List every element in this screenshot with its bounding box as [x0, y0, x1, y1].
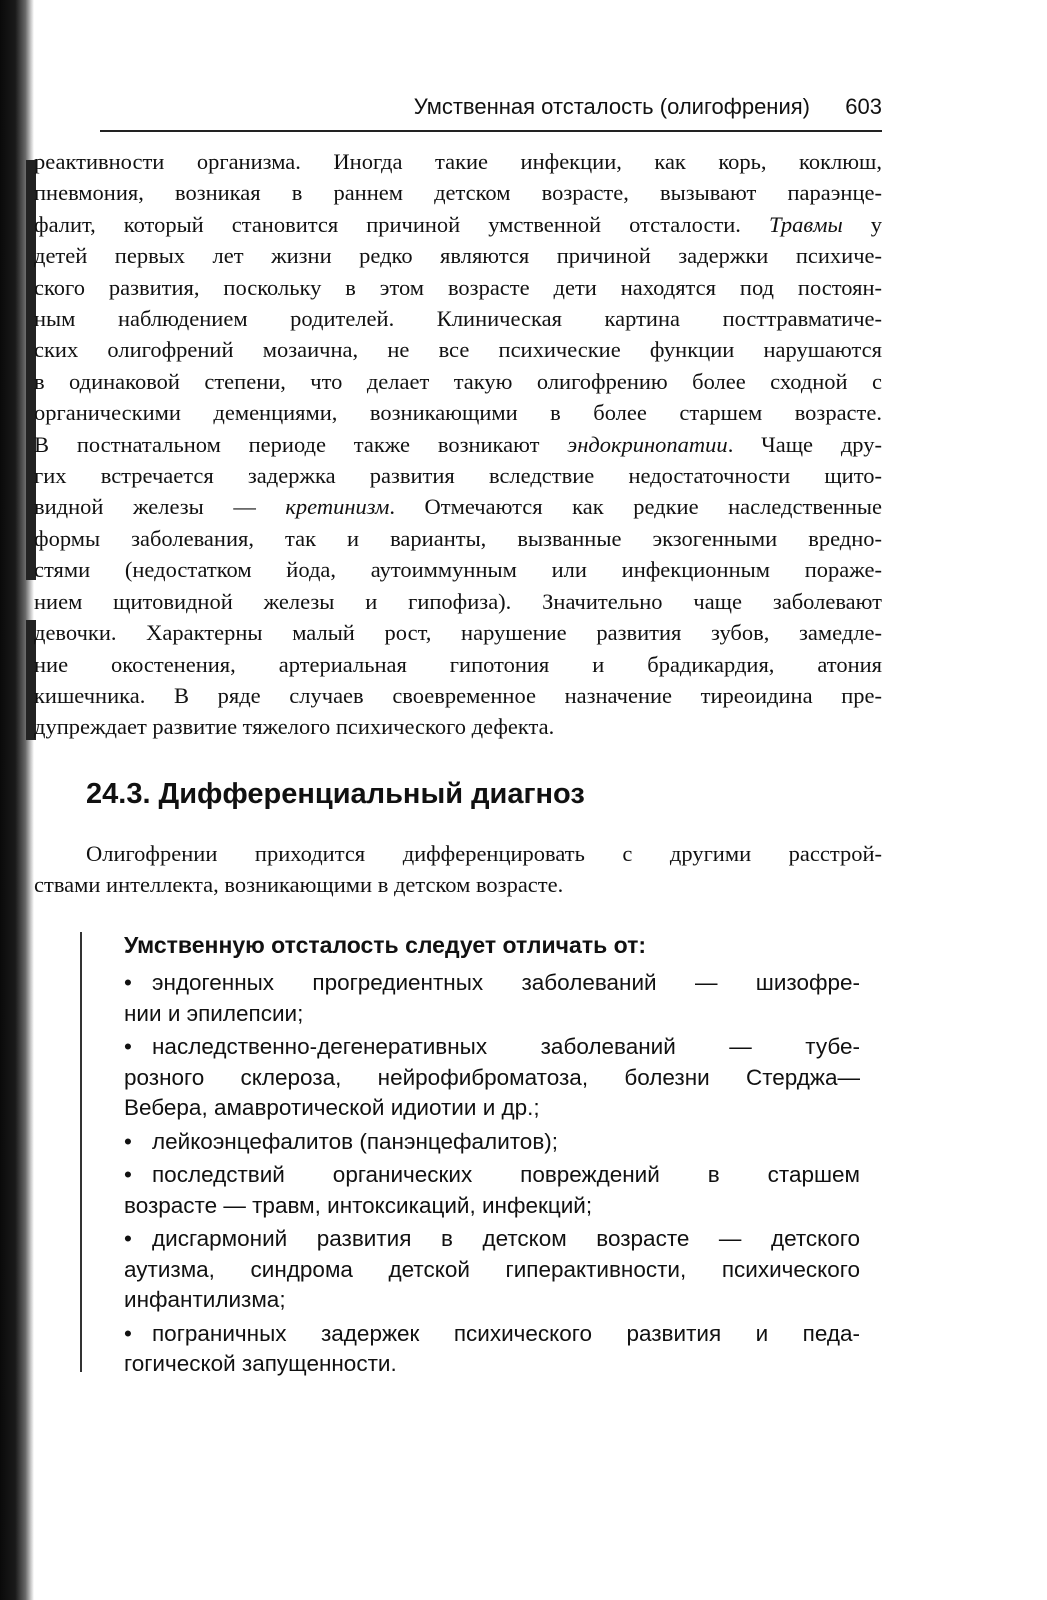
- text-line: в одинаковой степени, что делает такую олигофрению более сходной с: [34, 368, 882, 394]
- list-item-text: дисгармоний развития в детском возрасте — детского: [152, 1226, 860, 1251]
- callout-list-item: [124, 968, 860, 1029]
- list-item-line: [124, 1285, 860, 1316]
- text-line: ным наблюдением родителей. Клиническая картина посттравматиче-: [34, 306, 882, 332]
- list-item-text: наследственно-дегенеративных заболеваний — тубе-: [152, 1034, 860, 1059]
- text-line: [34, 491, 882, 522]
- list-item-line: [124, 1191, 860, 1222]
- bullet-icon: •: [124, 1162, 132, 1187]
- text-segment: . Чаще дру-: [727, 431, 882, 457]
- text-line: ние окостенения, артериальная гипотония и брадикардия, атония: [34, 651, 882, 677]
- bullet-icon: •: [124, 1128, 132, 1154]
- text-line: гих встречается задержка развития вследствие недостаточности щито-: [34, 463, 882, 489]
- list-item-text: пограничных задержек психического развития и педа-: [152, 1320, 860, 1346]
- bullet-icon: •: [124, 1034, 132, 1059]
- list-item-line: [124, 1160, 860, 1191]
- text-line: кишечника. В ряде случаев своевременное назначение тиреоидина пре-: [34, 682, 882, 708]
- running-title: Умственная отсталость (олигофрения): [413, 94, 810, 119]
- text-line: ского развития, поскольку в этом возрасте дети находятся под постоян-: [34, 274, 882, 300]
- list-item-line: [124, 1224, 860, 1255]
- callout-list-item: [124, 1127, 860, 1158]
- italic-term: Травмы: [768, 211, 843, 237]
- bullet-icon: •: [124, 970, 132, 995]
- text-line: [34, 209, 882, 240]
- list-item-text: последствий органических повреждений в старшем: [152, 1162, 860, 1187]
- page-number: 603: [845, 94, 882, 119]
- text-line: формы заболевания, так и варианты, вызванные экзогенными вредно-: [34, 525, 882, 551]
- body-paragraph: [34, 146, 882, 743]
- header-rule: [100, 130, 882, 132]
- callout-list: [124, 968, 860, 1383]
- text-line: девочки. Характерны малый рост, нарушение развития зубов, замедле-: [34, 620, 882, 646]
- list-item-line: [124, 968, 860, 999]
- list-item-text: аутизма, синдрома детской гиперактивности, психического: [124, 1256, 860, 1282]
- list-item-text: нии и эпилепсии;: [124, 1000, 304, 1026]
- text-line: Олигофрении приходится дифференцировать с другими расстрой-: [86, 841, 882, 866]
- text-segment: фалит, который становится причиной умственной отсталости.: [34, 211, 741, 237]
- list-item-line: [124, 1063, 860, 1094]
- text-segment: . Отмечаются как редкие наследственные: [389, 494, 882, 520]
- list-item-line: [124, 1255, 860, 1286]
- differential-callout: [80, 932, 872, 1376]
- text-segment: В постнатальном периоде также возникают: [34, 431, 540, 457]
- list-item-text: возрасте — травм, интоксикаций, инфекций;: [124, 1192, 593, 1218]
- running-header: [40, 92, 882, 132]
- section-intro: [34, 838, 882, 901]
- italic-term: эндокринопатии: [567, 431, 728, 457]
- list-item-text: инфантилизма;: [124, 1287, 286, 1312]
- list-item-text: Вебера, амавротической идиотии и др.;: [124, 1095, 540, 1120]
- callout-list-item: [124, 1319, 860, 1380]
- list-item-text: эндогенных прогредиентных заболеваний — шизофре-: [152, 970, 860, 995]
- text-line: дупреждает развитие тяжелого психического дефекта.: [34, 714, 555, 740]
- italic-term: кретинизм: [285, 494, 390, 520]
- text-segment: видной железы —: [34, 494, 256, 520]
- callout-list-item: [124, 1224, 860, 1316]
- text-line: стями (недостатком йода, аутоиммунным или инфекционным пораже-: [34, 557, 882, 583]
- text-line: органическими деменциями, возникающими в более старшем возрасте.: [34, 400, 882, 426]
- callout-list-item: [124, 1160, 860, 1221]
- list-item-line: [124, 999, 860, 1030]
- text-line: ствами интеллекта, возникающими в детском возрасте.: [34, 872, 564, 898]
- text-segment: у: [870, 211, 883, 237]
- list-item-text: лейкоэнцефалитов (панэнцефалитов);: [152, 1128, 559, 1154]
- bullet-icon: •: [124, 1320, 132, 1346]
- list-item-line: [124, 1032, 860, 1063]
- bullet-icon: •: [124, 1226, 132, 1251]
- text-line: ских олигофрений мозаична, не все психические функции нарушаются: [34, 337, 882, 363]
- text-line: [34, 429, 882, 460]
- section-heading: 24.3. Дифференциальный диагноз: [86, 778, 585, 810]
- list-item-line: [124, 1127, 860, 1158]
- text-line: нием щитовидной железы и гипофиза). Значительно чаще заболевают: [34, 588, 882, 614]
- callout-heading: Умственную отсталость следует отличать от:: [124, 932, 647, 958]
- list-item-line: [124, 1349, 860, 1380]
- list-item-line: [124, 1319, 860, 1350]
- list-item-text: гогической запущенности.: [124, 1351, 397, 1376]
- text-line: пневмония, возникая в раннем детском возрасте, вызывают параэнце-: [34, 180, 882, 206]
- list-item-line: [124, 1093, 860, 1124]
- text-line: реактивности организма. Иногда такие инфекции, как корь, коклюш,: [34, 149, 882, 174]
- text-line: детей первых лет жизни редко являются причиной задержки психиче-: [34, 243, 882, 269]
- list-item-text: розного склероза, нейрофиброматоза, болезни Стерджа—: [124, 1064, 860, 1090]
- callout-list-item: [124, 1032, 860, 1124]
